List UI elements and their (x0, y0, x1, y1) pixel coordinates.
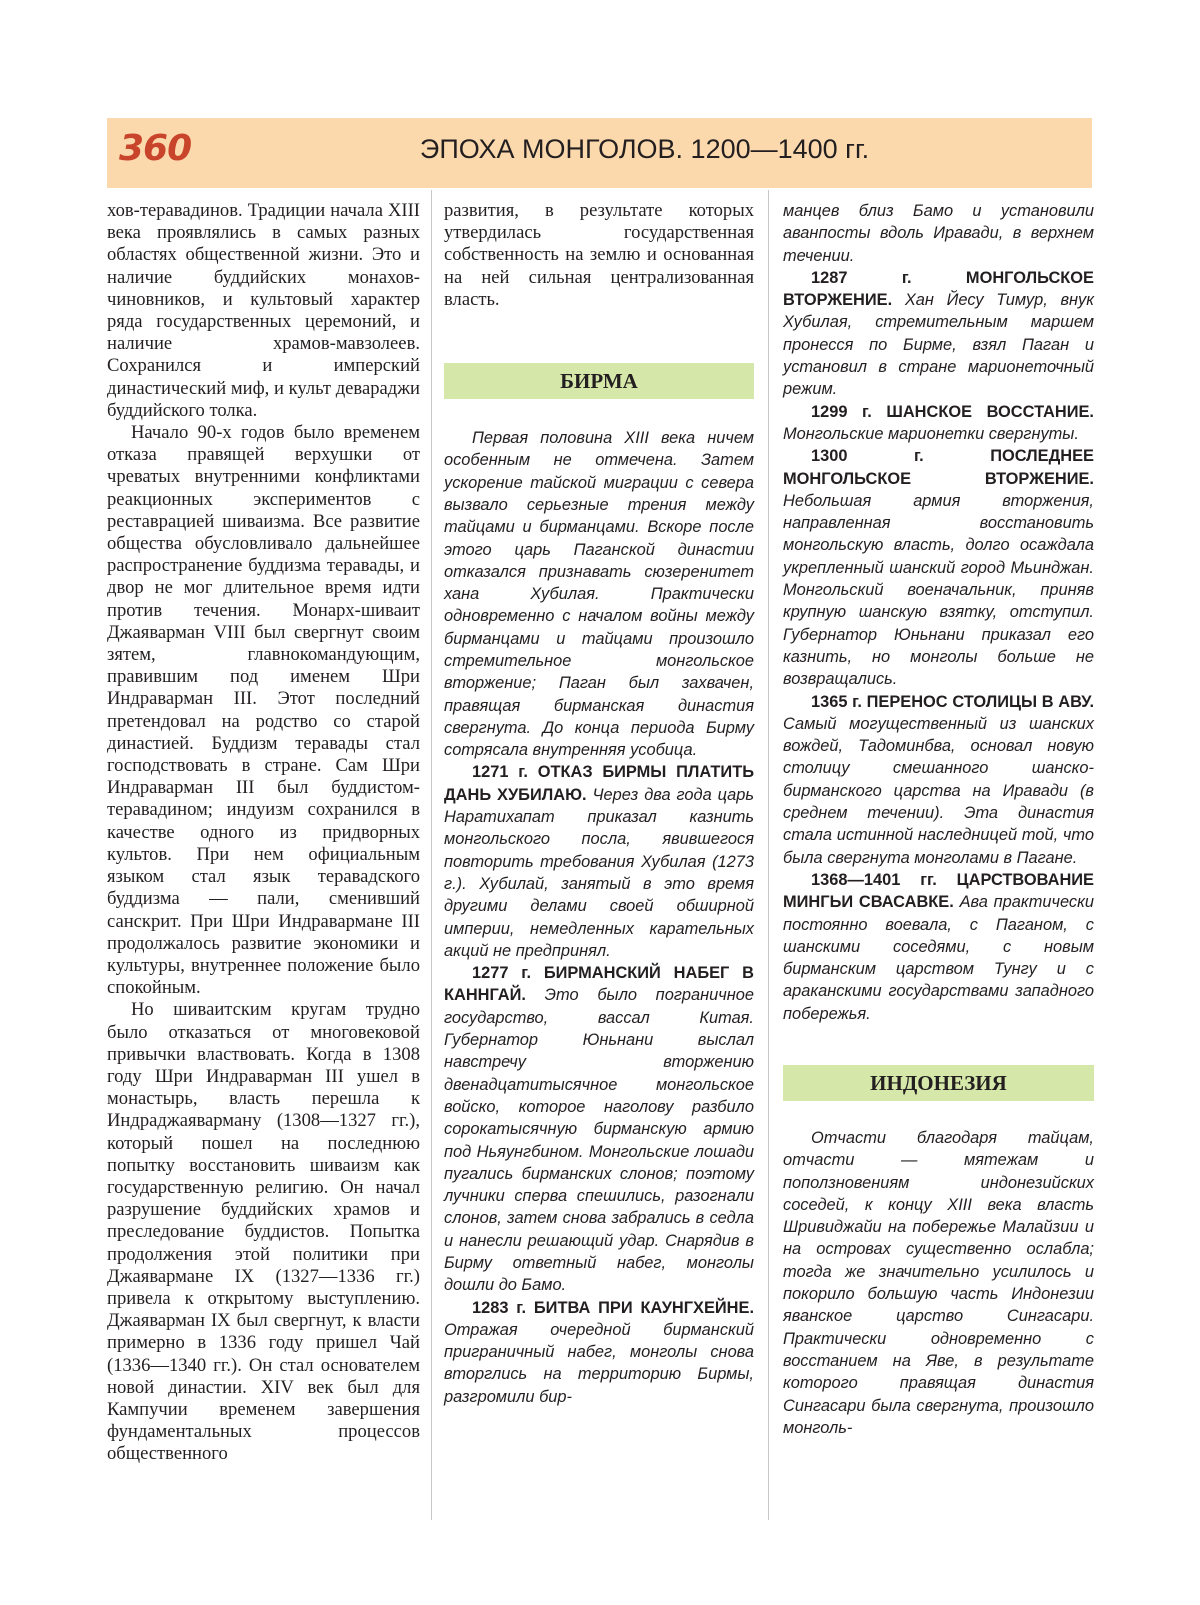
entry-heading: 1277 г. БИРМАНСКИЙ НАБЕГ В КАННГАЙ. (444, 964, 754, 1005)
entry-text: Это было пограничное государство, вассал Китая. Губернатор Юньнани выслал навстречу вторжению двенадцатитысячное монгольское войско, которое наголову разбило сорокатысячную бирманскую армию под Ньяунгбином. Монгольские лошади пугались бирманских слонов; поэтому лучники сперва спешились, разогнали слонов, затем снова забрались в седла и нанесли решающий удар. Снарядив в Бирму ответный набег, монголы дошли до Бамо. (444, 986, 754, 1295)
entry-text: Ава практически постоянно воевала, с Паганом, с шанскими соседями, с новым бирманским царством Тунгу и с араканскими государствами западного побережья. (783, 893, 1094, 1023)
running-header (107, 118, 1092, 188)
section-heading-indonesia: ИНДОНЕЗИЯ (783, 1065, 1094, 1101)
chronicle-entry (444, 761, 754, 962)
chronicle-entry (783, 691, 1094, 869)
lead-paragraph: Отчасти благодаря тайцам, отчасти — мятежам и поползновениям индонезийских соседей, к концу XIII века власть Шривиджайи на побережье Малайзии и на островах существенно ослабла; тогда же значительно усилилось и покорило большую часть Индонезии яванское царство Сингасари. Практически одновременно с восстанием на Яве, в результате которого правящая династия Сингасари была свергнута, произошло монголь- (783, 1128, 1094, 1437)
entry-text: Через два года царь Наратихапат приказал казнить монгольского посла, явившегося повторить требования Хубилая (1273 г.). Хубилай, занятый в это время другими делами своей обширной империи, немедленных карательных акций не предпринял. (444, 785, 755, 960)
entry-heading: 1368—1401 гг. ЦАРСТВОВАНИЕ МИНГЬИ СВАСАВКЕ. (783, 870, 1094, 912)
entry-heading: 1365 г. ПЕРЕНОС СТОЛИЦЫ В АВУ. (811, 692, 1094, 711)
body-paragraph: развития, в результате которых утвердилась государственная собственность на землю и основанная на ней сильная централизованная власть. (444, 200, 754, 310)
column-1 (107, 200, 420, 1466)
entry-text: Хан Йесу Тимур, внук Хубилая, стремительным маршем пронесся по Бирме, взял Паган и установил в стране марионеточный режим. (783, 291, 1094, 399)
entry-heading: 1287 г. МОНГОЛЬСКОЕ ВТОРЖЕНИЕ. (783, 268, 1094, 310)
entry-text: Монгольские марионетки свергнуты. (783, 424, 1079, 443)
column-3 (783, 200, 1094, 1439)
running-title: ЭПОХА МОНГОЛОВ. 1200—1400 гг. (419, 134, 870, 164)
chronicle-entry (783, 445, 1094, 690)
entry-heading: 1300 г. ПОСЛЕДНЕЕ МОНГОЛЬСКОЕ ВТОРЖЕНИЕ. (783, 447, 1094, 488)
entry-text: Отражая очередной бирманский приграничный набег, монголы снова вторглись на территорию Бирмы, разгромили бир- (444, 1320, 754, 1406)
chronicle-entry (783, 869, 1094, 1025)
entry-heading: 1271 г. ОТКАЗ БИРМЫ ПЛАТИТЬ ДАНЬ ХУБИЛАЮ. (444, 763, 754, 804)
body-paragraph: Начало 90-х годов было временем отказа правящей верхушки от чреватых внутренними конфликтами реакционных экспериментов с реставрацией шиваизма. Все развитие общества обусловливало дальнейшее распространение буддизма теравады, и двор не мог длительное время идти против течения. Монарх-шиваит Джаяварман VIII был свергнут своим зятем, главнокомандующим, правившим под именем Шри Индраварман III. Этот последний претендовал на родство со старой династией. Буддизм теравады стал господствовать в стране. Сам Шри Индраварман III был буддистом-теравадином; индуизм сохранился в качестве одного из придворных культов. При нем официальным языком стал язык теравадского буддизма — пали, сменивший санскрит. При Шри Индравармане III продолжалось развитие экономики и культуры, внутреннее положение было спокойным. (107, 422, 420, 999)
entry-text: Самый могущественный из шанских вождей, Тадоминбва, основал новую столицу смешанного шанско-бирманского царства на Иравади (в среднем течении). Эта династия стала истинной наследницей той, что была свергнута монголами в Пагане. (783, 714, 1094, 867)
chronicle-entry (783, 267, 1094, 401)
entry-heading: 1283 г. БИТВА ПРИ КАУНГХЕЙНЕ. (472, 1298, 754, 1317)
page-number: 360 (119, 128, 192, 169)
entry-text: Небольшая армия вторжения, направленная восстановить монгольскую власть, долго осаждала укрепленный шанский город Мьинджан. Монгольский военачальник, приняв крупную шанскую взятку, отступил. Губернатор Юньнани приказал его казнить, но монголы больше не возвращались. (783, 491, 1094, 689)
chronicle-entry (783, 401, 1094, 446)
column-divider (768, 190, 769, 1520)
column-divider (431, 190, 432, 1520)
entry-heading: 1299 г. ШАНСКОЕ ВОССТАНИЕ. (811, 402, 1094, 421)
section-heading-burma: БИРМА (444, 363, 754, 399)
lead-paragraph: Первая половина XIII века ничем особенным не отмечена. Затем ускорение тайской миграции с севера вызвало серьезные трения между тайцами и бирманцами. Вскоре после этого царь Паганской династии отказался признавать сюзеренитет хана Хубилая. Практически одновременно с началом войны между бирманцами и тайцами произошло стремительное монгольское вторжение; Паган был захвачен, правящая бирманская династия свергнута. До конца периода Бирму сотрясала внутренняя усобица. (444, 429, 754, 760)
chronicle-entry (444, 1297, 754, 1408)
chronicle-entry (444, 962, 754, 1296)
body-paragraph: Но шиваитским кругам трудно было отказаться от многовековой привычки властвовать. Когда в 1308 году Шри Индраварман III ушел в монастырь, власть перешла к Индраджаяварману (1308—1327 гг.), который пошел на последнюю попытку восстановить шиваизм как государственную религию. Он начал разрушение буддийских храмов и преследование буддистов. Попытка продолжения этой политики при Джаявармане IX (1327—1336 гг.) привела к открытому выступлению. Джаяварман IX был свергнут, к власти примерно в 1336 году пришел Чай (1336—1340 гг.). Он стал основателем новой династии. XIV век был для Кампучии временем завершения фундаментальных процессов общественного (107, 999, 420, 1465)
body-paragraph: хов-теравадинов. Традиции начала XIII века проявлялись в самых разных областях общественной жизни. Это и наличие буддийских монахов-чиновников, и культовый характер ряда государственных церемоний, и наличие храмов-мавзолеев. Сохранился и имперский династический миф, и культ девараджи буддийского толка. (107, 200, 420, 421)
column-2 (444, 200, 754, 1408)
body-paragraph: манцев близ Бамо и установили аванпосты вдоль Иравади, в верхнем течении. (783, 202, 1094, 265)
